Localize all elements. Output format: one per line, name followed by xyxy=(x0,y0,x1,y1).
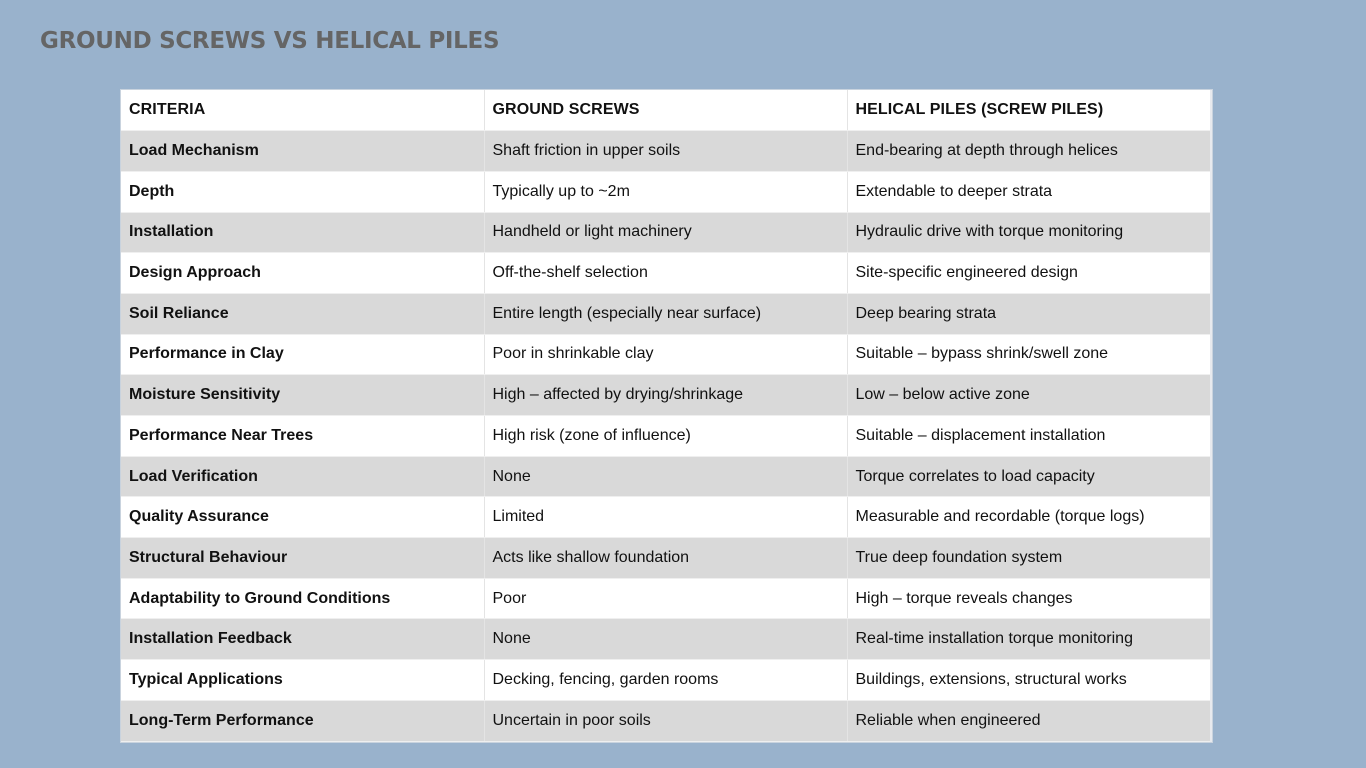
ground-screws-cell: Off-the-shelf selection xyxy=(484,253,847,294)
criteria-cell: Quality Assurance xyxy=(121,497,484,538)
ground-screws-cell: Entire length (especially near surface) xyxy=(484,293,847,334)
criteria-cell: Performance in Clay xyxy=(121,334,484,375)
ground-screws-cell: Limited xyxy=(484,497,847,538)
table-row xyxy=(121,456,1210,497)
criteria-cell: Performance Near Trees xyxy=(121,416,484,457)
helical-piles-cell: Measurable and recordable (torque logs) xyxy=(847,497,1210,538)
criteria-cell: Installation Feedback xyxy=(121,619,484,660)
criteria-cell: Adaptability to Ground Conditions xyxy=(121,578,484,619)
ground-screws-cell: None xyxy=(484,619,847,660)
criteria-cell: Structural Behaviour xyxy=(121,538,484,579)
table-row xyxy=(121,416,1210,457)
table-row xyxy=(121,293,1210,334)
ground-screws-cell: High risk (zone of influence) xyxy=(484,416,847,457)
ground-screws-cell: Decking, fencing, garden rooms xyxy=(484,660,847,701)
helical-piles-cell: Extendable to deeper strata xyxy=(847,171,1210,212)
table-row xyxy=(121,538,1210,579)
helical-piles-cell: True deep foundation system xyxy=(847,538,1210,579)
ground-screws-cell: Acts like shallow foundation xyxy=(484,538,847,579)
criteria-cell: Moisture Sensitivity xyxy=(121,375,484,416)
table-row xyxy=(121,334,1210,375)
helical-piles-cell: Hydraulic drive with torque monitoring xyxy=(847,212,1210,253)
table-row xyxy=(121,619,1210,660)
ground-screws-cell: High – affected by drying/shrinkage xyxy=(484,375,847,416)
helical-piles-cell: Site-specific engineered design xyxy=(847,253,1210,294)
table-header-row xyxy=(121,90,1210,131)
comparison-table xyxy=(121,90,1210,742)
ground-screws-cell: Handheld or light machinery xyxy=(484,212,847,253)
criteria-cell: Load Verification xyxy=(121,456,484,497)
criteria-cell: Load Mechanism xyxy=(121,131,484,172)
table-row xyxy=(121,660,1210,701)
helical-piles-cell: High – torque reveals changes xyxy=(847,578,1210,619)
table-row xyxy=(121,375,1210,416)
table-row xyxy=(121,253,1210,294)
ground-screws-cell: Poor in shrinkable clay xyxy=(484,334,847,375)
helical-piles-cell: Suitable – bypass shrink/swell zone xyxy=(847,334,1210,375)
criteria-cell: Design Approach xyxy=(121,253,484,294)
helical-piles-cell: Real-time installation torque monitoring xyxy=(847,619,1210,660)
header-helical-piles: HELICAL PILES (SCREW PILES) xyxy=(847,90,1210,131)
table-row xyxy=(121,497,1210,538)
helical-piles-cell: Buildings, extensions, structural works xyxy=(847,660,1210,701)
table-row xyxy=(121,578,1210,619)
criteria-cell: Long-Term Performance xyxy=(121,700,484,741)
header-criteria: CRITERIA xyxy=(121,90,484,131)
ground-screws-cell: Uncertain in poor soils xyxy=(484,700,847,741)
table-row xyxy=(121,131,1210,172)
page-title: GROUND SCREWS VS HELICAL PILES xyxy=(40,28,500,54)
comparison-table-container xyxy=(120,89,1213,743)
criteria-cell: Depth xyxy=(121,171,484,212)
criteria-cell: Typical Applications xyxy=(121,660,484,701)
ground-screws-cell: Typically up to ~2m xyxy=(484,171,847,212)
table-row xyxy=(121,212,1210,253)
header-ground-screws: GROUND SCREWS xyxy=(484,90,847,131)
helical-piles-cell: Low – below active zone xyxy=(847,375,1210,416)
ground-screws-cell: None xyxy=(484,456,847,497)
ground-screws-cell: Poor xyxy=(484,578,847,619)
helical-piles-cell: Torque correlates to load capacity xyxy=(847,456,1210,497)
ground-screws-cell: Shaft friction in upper soils xyxy=(484,131,847,172)
criteria-cell: Soil Reliance xyxy=(121,293,484,334)
helical-piles-cell: End-bearing at depth through helices xyxy=(847,131,1210,172)
helical-piles-cell: Deep bearing strata xyxy=(847,293,1210,334)
criteria-cell: Installation xyxy=(121,212,484,253)
helical-piles-cell: Reliable when engineered xyxy=(847,700,1210,741)
helical-piles-cell: Suitable – displacement installation xyxy=(847,416,1210,457)
table-row xyxy=(121,700,1210,741)
table-row xyxy=(121,171,1210,212)
